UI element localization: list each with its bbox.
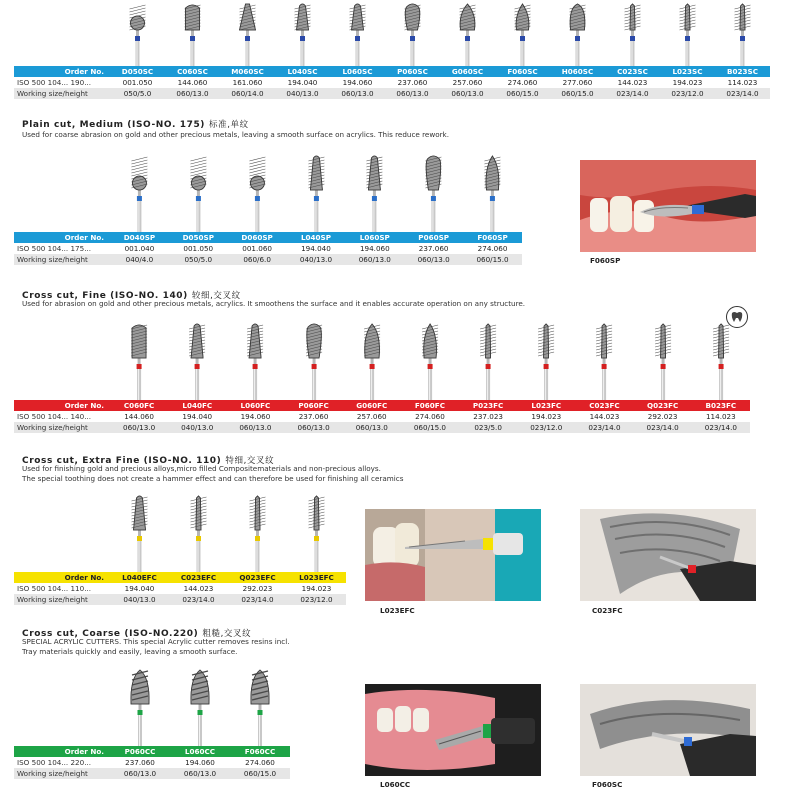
section-title-cn: 粗糙,交叉纹 (202, 629, 252, 639)
order-code: D050SC (121, 67, 154, 76)
iso-number-cell: 292.023 (228, 583, 287, 594)
working-size-row (14, 768, 290, 779)
bur-image-f060sp (463, 152, 522, 232)
order-code: F060CC (244, 747, 276, 756)
description-line: Used for finishing gold and precious alloys,micro filled Compositematerials and non-precious alloys. (22, 464, 381, 473)
iso-number-cell: 194.040 (110, 583, 169, 594)
order-no-header-row (14, 66, 770, 77)
iso-number-row (14, 77, 770, 88)
row-label: Working size/height (14, 422, 110, 433)
photo-gums-flame-bur (580, 160, 756, 252)
photo-caption: F060SC (592, 780, 623, 789)
order-code: F060FC (414, 401, 445, 410)
working-size-cell: 023/12.0 (660, 88, 715, 99)
working-size-cell: 060/13.0 (343, 422, 401, 433)
working-size-cell: 060/13.0 (170, 768, 230, 779)
order-no-label: Order No. (64, 747, 104, 756)
bur-image-d060sp (228, 152, 287, 232)
section-title-text: Cross cut, Extra Fine (ISO-NO. 110) (22, 456, 222, 466)
working-size-cell: 060/13.0 (165, 88, 220, 99)
working-size-cell: 060/15.0 (230, 768, 290, 779)
row-label: ISO 500 104... 110... (14, 583, 110, 594)
bur-image-d050sc (110, 0, 165, 66)
row-label: Working size/height (14, 254, 110, 265)
bur-image-p060cc (110, 666, 170, 746)
product-photo (365, 509, 541, 601)
section-title-text: Cross cut, Coarse (ISO-NO.220) (22, 629, 199, 639)
bur-image-l060cc (170, 666, 230, 746)
working-size-row (14, 88, 770, 99)
working-size-cell: 040/4.0 (110, 254, 169, 265)
order-code: G060FC (356, 401, 388, 410)
order-code: D040SP (123, 233, 156, 242)
order-no-header-row (14, 232, 522, 243)
iso-number-cell: 001.060 (228, 243, 287, 254)
working-size-cell: 060/13.0 (110, 422, 168, 433)
bur-image-l040sp (287, 152, 346, 232)
order-code: C023EFC (180, 573, 217, 582)
spec-table (14, 746, 290, 779)
photo-caption: C023FC (592, 606, 623, 615)
bur-image-p023fc (459, 320, 517, 400)
section-title-cn: 标准,单纹 (209, 120, 249, 130)
order-code: L023SC (672, 67, 703, 76)
bur-image-g060sc (440, 0, 495, 66)
working-size-cell: 060/13.0 (285, 422, 343, 433)
order-code: Q023EFC (239, 573, 276, 582)
section-title-text: Cross cut, Fine (ISO-NO. 140) (22, 291, 188, 301)
working-size-cell: 060/15.0 (401, 422, 459, 433)
working-size-cell: 060/13.0 (404, 254, 463, 265)
order-code: G060SC (451, 67, 484, 76)
bur-image-c023fc (575, 320, 633, 400)
iso-number-cell: 237.060 (404, 243, 463, 254)
working-size-cell: 023/14.0 (634, 422, 692, 433)
iso-number-cell: 001.040 (110, 243, 169, 254)
iso-number-cell: 194.060 (226, 411, 284, 422)
row-label: Working size/height (14, 88, 110, 99)
iso-number-cell: 144.060 (110, 411, 168, 422)
order-code: L060CC (184, 747, 216, 756)
photo-caption: L060CC (380, 780, 411, 789)
bur-image-p060sc (385, 0, 440, 66)
order-code: P023FC (472, 401, 504, 410)
description-line: Tray materials quickly and easily, leaving a smooth surface. (22, 647, 238, 656)
order-code: H060SC (561, 67, 594, 76)
bur-image-h060sc (550, 0, 605, 66)
working-size-cell: 060/13.0 (330, 88, 385, 99)
working-size-row (14, 254, 522, 265)
working-size-cell: 060/13.0 (345, 254, 404, 265)
working-size-cell: 040/13.0 (110, 594, 169, 605)
section-title-cn: 特细,交叉纹 (225, 456, 275, 466)
spec-table (14, 66, 770, 99)
row-label: ISO 500 104... 175... (14, 243, 110, 254)
iso-number-cell: 237.060 (385, 77, 440, 88)
row-label: Working size/height (14, 594, 110, 605)
bur-image-c060sc (165, 0, 220, 66)
iso-number-cell: 194.040 (287, 243, 346, 254)
description-line: Used for abrasion on gold and other precious metals, acrylics. It smoothens the surface and it enables accurate operation on any structure. (22, 299, 526, 308)
section-title-cn: 较细,交叉纹 (191, 291, 241, 301)
order-code: L060FC (240, 401, 271, 410)
bur-image-l023fc (517, 320, 575, 400)
iso-number-cell: 194.060 (330, 77, 385, 88)
iso-number-cell: 274.060 (401, 411, 459, 422)
order-no-header-row (14, 746, 290, 757)
working-size-cell: 023/14.0 (575, 422, 633, 433)
iso-number-cell: 114.023 (715, 77, 770, 88)
photo-caption: L023EFC (380, 606, 415, 615)
working-size-cell: 060/13.0 (440, 88, 495, 99)
order-code: L023FC (531, 401, 562, 410)
section-description (22, 464, 403, 484)
working-size-cell: 023/14.0 (605, 88, 660, 99)
bur-image-q023fc (634, 320, 692, 400)
iso-number-cell: 144.023 (605, 77, 660, 88)
order-code: D050SP (182, 233, 214, 242)
bur-image-l060fc (226, 320, 284, 400)
iso-number-cell: 194.023 (287, 583, 346, 594)
bur-row (110, 666, 290, 746)
bur-image-l023sc (660, 0, 715, 66)
bur-image-c060fc (110, 320, 168, 400)
product-photo (580, 160, 756, 252)
section-description (22, 299, 525, 309)
iso-number-row (14, 243, 522, 254)
iso-number-row (14, 757, 290, 768)
order-code: C060SC (177, 67, 208, 76)
order-no-header-row (14, 572, 346, 583)
iso-number-cell: 114.023 (692, 411, 750, 422)
bur-image-q023efc (228, 492, 287, 572)
iso-number-cell: 257.060 (343, 411, 401, 422)
iso-number-cell: 001.050 (169, 243, 228, 254)
order-code: P060SP (418, 233, 450, 242)
working-size-cell: 023/14.0 (169, 594, 228, 605)
bur-row (110, 492, 346, 572)
bur-image-b023sc (715, 0, 770, 66)
order-no-label: Order No. (64, 67, 104, 76)
working-size-cell: 050/5.0 (110, 88, 165, 99)
order-code: L040FC (182, 401, 213, 410)
iso-number-cell: 194.023 (660, 77, 715, 88)
iso-number-cell: 237.023 (459, 411, 517, 422)
bur-image-l060sc (330, 0, 385, 66)
working-size-cell: 060/14.0 (220, 88, 275, 99)
working-size-cell: 040/13.0 (168, 422, 226, 433)
iso-number-row (14, 411, 750, 422)
iso-number-cell: 274.060 (230, 757, 290, 768)
description-line: Used for coarse abrasion on gold and other precious metals, leaving a smooth surface on acrylics. This reduce rework. (22, 130, 449, 139)
working-size-cell: 023/14.0 (715, 88, 770, 99)
description-line: SPECIAL ACRYLIC CUTTERS. This special Acrylic cutter removes resins incl. (22, 637, 290, 646)
iso-number-cell: 292.023 (634, 411, 692, 422)
order-no-label: Order No. (64, 573, 104, 582)
bur-image-c023efc (169, 492, 228, 572)
working-size-row (14, 594, 346, 605)
iso-number-cell: 274.060 (463, 243, 522, 254)
working-size-cell: 023/14.0 (228, 594, 287, 605)
iso-number-cell: 144.023 (169, 583, 228, 594)
iso-number-cell: 237.060 (285, 411, 343, 422)
working-size-cell: 040/13.0 (275, 88, 330, 99)
order-no-label: Order No. (64, 401, 104, 410)
spec-table (14, 400, 750, 433)
section-title (22, 118, 249, 130)
working-size-cell: 023/12.0 (287, 594, 346, 605)
working-size-cell: 060/15.0 (495, 88, 550, 99)
working-size-cell: 023/14.0 (692, 422, 750, 433)
working-size-cell: 023/5.0 (459, 422, 517, 433)
iso-number-cell: 144.060 (165, 77, 220, 88)
iso-number-cell: 274.060 (495, 77, 550, 88)
order-code: L040EFC (122, 573, 157, 582)
working-size-cell: 060/13.0 (226, 422, 284, 433)
order-code: F060SC (507, 67, 538, 76)
iso-number-cell: 237.060 (110, 757, 170, 768)
spec-table (14, 572, 346, 605)
order-code: L040SC (287, 67, 318, 76)
bur-row (110, 0, 770, 66)
order-code: L060SC (342, 67, 373, 76)
order-code: P060SC (397, 67, 428, 76)
working-size-cell: 050/5.0 (169, 254, 228, 265)
photo-caption: F060SP (590, 256, 621, 265)
bur-row (110, 152, 522, 232)
bur-image-d040sp (110, 152, 169, 232)
working-size-cell: 060/15.0 (550, 88, 605, 99)
row-label: ISO 500 104... 190... (14, 77, 110, 88)
order-code: C023SC (617, 67, 648, 76)
iso-number-row (14, 583, 346, 594)
photo-framework-flame-bur (580, 684, 756, 776)
row-label: ISO 500 104... 220... (14, 757, 110, 768)
working-size-cell: 060/6.0 (228, 254, 287, 265)
product-photo (365, 684, 541, 776)
order-code: B023SC (727, 67, 758, 76)
bur-image-b023fc (692, 320, 750, 400)
iso-number-cell: 194.060 (170, 757, 230, 768)
order-code: L040SP (300, 233, 331, 242)
order-code: Q023FC (646, 401, 679, 410)
working-size-cell: 023/12.0 (517, 422, 575, 433)
bur-image-f060sc (495, 0, 550, 66)
order-code: L060SP (359, 233, 390, 242)
bur-image-l040fc (168, 320, 226, 400)
bur-row (110, 320, 750, 400)
order-code: L023EFC (299, 573, 334, 582)
section-description (22, 130, 449, 140)
photo-denture-coarse-bur (365, 684, 541, 776)
iso-number-cell: 277.060 (550, 77, 605, 88)
iso-number-cell: 194.040 (275, 77, 330, 88)
iso-number-cell: 161.060 (220, 77, 275, 88)
bur-image-l040efc (110, 492, 169, 572)
iso-number-cell: 257.060 (440, 77, 495, 88)
row-label: Working size/height (14, 768, 110, 779)
order-no-label: Order No. (64, 233, 105, 242)
order-code: P060FC (298, 401, 329, 410)
bur-image-p060sp (404, 152, 463, 232)
bur-image-g060fc (343, 320, 401, 400)
iso-number-cell: 001.050 (110, 77, 165, 88)
order-code: B023FC (705, 401, 737, 410)
order-code: C023FC (589, 401, 620, 410)
working-size-row (14, 422, 750, 433)
bur-image-p060fc (285, 320, 343, 400)
description-line: The special toothing does not create a hammer effect and can therefore be used for finishing all ceramics (22, 474, 404, 483)
iso-number-cell: 194.060 (345, 243, 404, 254)
photo-teeth-thin-bur (365, 509, 541, 601)
order-code: M060SC (231, 67, 264, 76)
iso-number-cell: 194.023 (517, 411, 575, 422)
working-size-cell: 040/13.0 (287, 254, 346, 265)
order-no-header-row (14, 400, 750, 411)
bur-image-f060cc (230, 666, 290, 746)
bur-image-l023efc (287, 492, 346, 572)
working-size-cell: 060/13.0 (110, 768, 170, 779)
product-photo (580, 684, 756, 776)
spec-table (14, 232, 522, 265)
section-description (22, 637, 290, 657)
row-label: ISO 500 104... 140... (14, 411, 110, 422)
bur-image-c023sc (605, 0, 660, 66)
bur-image-l060sp (345, 152, 404, 232)
bur-image-f060fc (401, 320, 459, 400)
bur-image-l040sc (275, 0, 330, 66)
iso-number-cell: 194.040 (168, 411, 226, 422)
bur-image-d050sp (169, 152, 228, 232)
iso-number-cell: 144.023 (575, 411, 633, 422)
order-code: D060SP (241, 233, 273, 242)
order-code: C060FC (123, 401, 155, 410)
photo-metal-framework-bur (580, 509, 756, 601)
order-code: P060CC (124, 747, 156, 756)
product-photo (580, 509, 756, 601)
working-size-cell: 060/13.0 (385, 88, 440, 99)
section-title-text: Plain cut, Medium (ISO-NO. 175) (22, 120, 206, 130)
bur-image-m060sc (220, 0, 275, 66)
order-code: F060SP (477, 233, 508, 242)
working-size-cell: 060/15.0 (463, 254, 522, 265)
